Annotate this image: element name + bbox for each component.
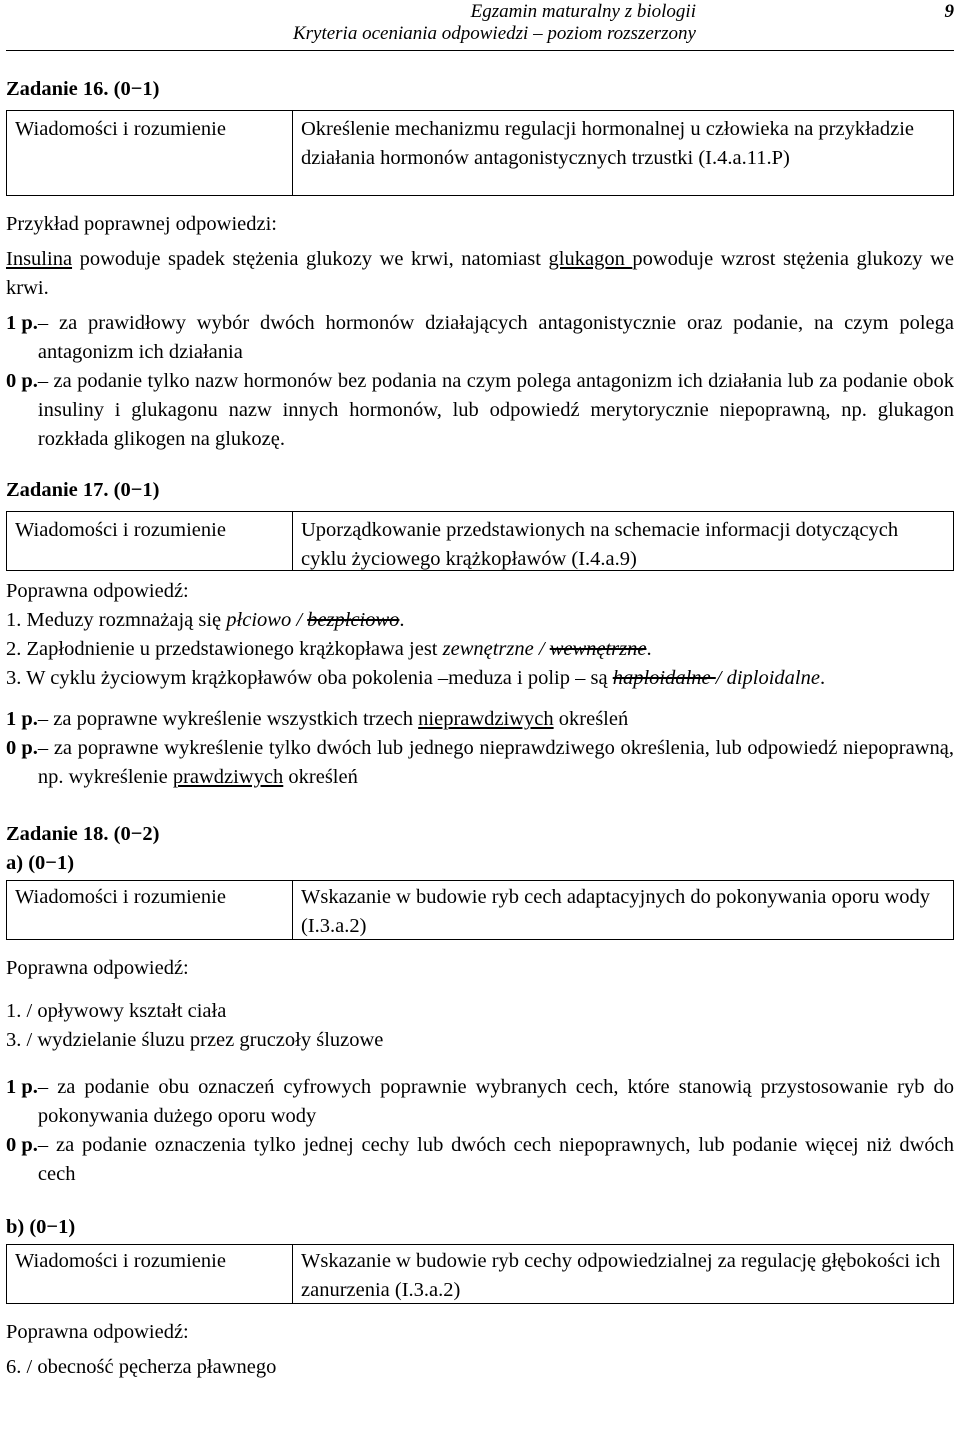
task-18 xyxy=(6,820,954,1382)
score-text: określeń xyxy=(553,708,629,730)
task-18a-category: Wiadomości i rozumienie xyxy=(7,881,293,939)
task-16 xyxy=(6,75,954,454)
answer-end: . xyxy=(819,667,826,689)
correct-option: zewnętrzne xyxy=(442,638,534,660)
page-header xyxy=(6,0,954,51)
score-description: – za podanie tylko nazw hormonów bez podania na czym polega antagonizm ich działania lub za podanie obok insuliny i glukagonu nazw innych hormonów, lub odpowiedź merytorycznie niepoprawną, np. glukagon rozkłada glikogen na glukozę. xyxy=(37,370,954,450)
separator: / xyxy=(533,638,550,660)
score-description: – za podanie obu oznaczeń cyfrowych poprawnie wybranych cech, które stanowią przystosowanie ryb do pokonywania dużego oporu wody xyxy=(37,1076,954,1127)
answer-glukagon: glukagon xyxy=(548,248,633,270)
score-description xyxy=(38,705,954,734)
task-17-table xyxy=(6,511,954,571)
score-text: określeń xyxy=(283,766,358,788)
task-18b-category: Wiadomości i rozumienie xyxy=(7,1245,293,1303)
task-17-requirement: Uporządkowanie przedstawionych na schemacie informacji dotyczących cyklu życiowego krążkopławów (I.4.a.9) xyxy=(301,519,899,570)
task-17-answer-label: Poprawna odpowiedź: xyxy=(6,580,189,602)
answer-end: . xyxy=(646,638,652,660)
task-16-example-label: Przykład poprawnej odpowiedzi: xyxy=(6,213,277,235)
task-16-requirement: Określenie mechanizmu regulacji hormonalnej u człowieka na przykładzie działania hormonów antagonistycznych trzustki (I.4.a.11.P) xyxy=(301,118,915,169)
task-17 xyxy=(6,476,954,792)
task-17-score-0 xyxy=(6,734,954,792)
task-16-score-1 xyxy=(6,309,954,367)
struck-option: wewnętrzne xyxy=(549,638,647,660)
answer-end: powoduje wzrost stężenia glukozy we krwi. xyxy=(6,248,955,299)
score-text: – za poprawne wykreślenie wszystkich trzech xyxy=(37,708,419,730)
separator: / xyxy=(291,609,308,631)
score-description: – za podanie oznaczenia tylko jednej cechy lub dwóch cech niepoprawnych, lub podanie więcej niż dwóch cech xyxy=(37,1134,954,1185)
task-16-title: Zadanie 16. (0−1) xyxy=(6,78,160,100)
answer-mid: powoduje spadek stężenia glukozy we krwi, natomiast xyxy=(72,248,549,270)
task-18a-answer-label: Poprawna odpowiedź: xyxy=(6,957,189,979)
task-18-title: Zadanie 18. (0−2) xyxy=(6,823,160,845)
task-16-answer xyxy=(6,245,954,303)
score-points: 0 p. xyxy=(6,737,38,759)
answer-text: 1. Meduzy rozmnażają się xyxy=(6,609,227,631)
score-points: 1 p. xyxy=(6,708,38,730)
task-17-answer-1 xyxy=(6,606,954,635)
score-points: 1 p. xyxy=(6,1076,38,1098)
score-description xyxy=(38,734,954,792)
header-exam-title: Egzamin maturalny z biologii xyxy=(470,1,696,22)
page-number: 9 xyxy=(944,1,954,22)
task-16-score-0 xyxy=(6,367,954,454)
separator: / xyxy=(715,667,722,689)
task-18b-answer-label: Poprawna odpowiedź: xyxy=(6,1321,189,1343)
task-17-title: Zadanie 17. (0−1) xyxy=(6,479,160,501)
answer-text: 3. W cyklu życiowym krążkopławów oba pokolenia –meduza i polip – są xyxy=(6,667,613,689)
correct-option: płciowo xyxy=(226,609,292,631)
struck-option: haploidalne xyxy=(612,667,716,689)
task-18a-score-1 xyxy=(6,1073,954,1131)
task-17-category: Wiadomości i rozumienie xyxy=(7,512,293,570)
score-points: 0 p. xyxy=(6,370,38,392)
struck-option: bezpłciowo xyxy=(307,609,400,631)
task-17-score-1 xyxy=(6,705,954,734)
score-text: – za poprawne wykreślenie tylko dwóch lub jednego nieprawdziwego określenia, lub odpowiedź niepoprawną, np. wykreślenie xyxy=(37,737,954,788)
answer-text: 2. Zapłodnienie u przedstawionego krążkopława jest xyxy=(6,638,443,660)
task-18a-table xyxy=(6,880,954,940)
task-18b-label: b) (0−1) xyxy=(6,1216,76,1238)
score-points: 0 p. xyxy=(6,1134,38,1156)
task-18a-score-0 xyxy=(6,1131,954,1189)
task-18a-label: a) (0−1) xyxy=(6,852,75,874)
answer-end: . xyxy=(399,609,405,631)
task-16-category: Wiadomości i rozumienie xyxy=(7,111,293,195)
task-18a-answer-1: 1. / opływowy kształt ciała xyxy=(6,1000,227,1022)
task-18a-requirement: Wskazanie w budowie ryb cech adaptacyjnych do pokonywania oporu wody (I.3.a.2) xyxy=(301,886,931,937)
task-18b-table xyxy=(6,1244,954,1304)
task-18a-answer-2: 3. / wydzielanie śluzu przez gruczoły śluzowe xyxy=(6,1029,384,1051)
task-17-answer-2 xyxy=(6,635,954,664)
score-underlined: nieprawdziwych xyxy=(418,708,554,730)
task-17-answer-3 xyxy=(6,664,954,693)
score-points: 1 p. xyxy=(6,312,38,334)
score-description: – za prawidłowy wybór dwóch hormonów działających antagonistycznie oraz podanie, na czym polega antagonizm ich działania xyxy=(37,312,954,363)
task-18b-answer-1: 6. / obecność pęcherza pławnego xyxy=(6,1356,277,1378)
answer-insulina: Insulina xyxy=(6,248,73,270)
task-16-table xyxy=(6,110,954,196)
header-subtitle: Kryteria oceniania odpowiedzi – poziom rozszerzony xyxy=(292,23,696,44)
task-18b-requirement: Wskazanie w budowie ryb cechy odpowiedzialnej za regulację głębokości ich zanurzenia (I.3.a.2) xyxy=(301,1250,941,1301)
correct-option: diploidalne xyxy=(726,667,820,689)
score-underlined: prawdziwych xyxy=(172,766,284,788)
